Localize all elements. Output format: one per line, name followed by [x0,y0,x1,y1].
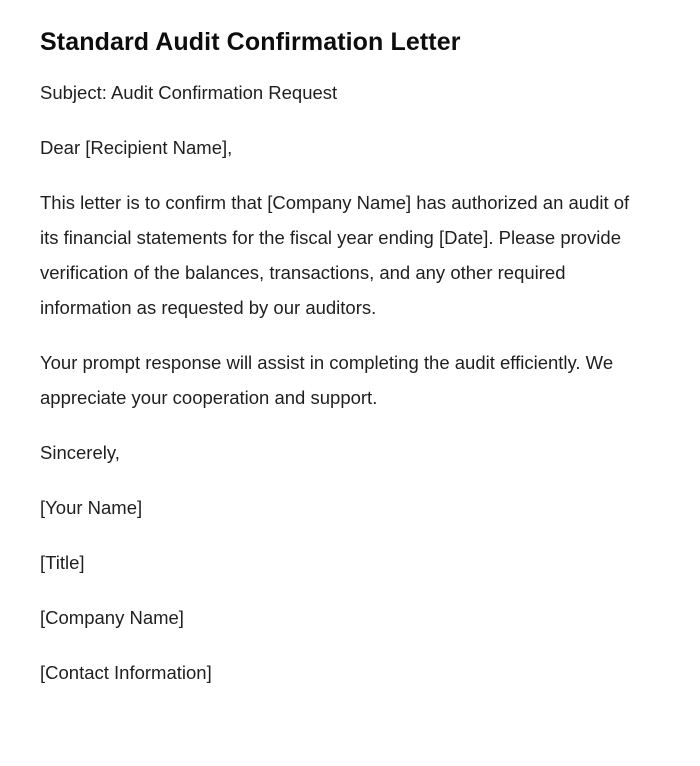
closing: Sincerely, [40,442,120,463]
signature-line: [Company Name] [40,607,184,628]
salutation: Dear [Recipient Name], [40,137,233,158]
signature-line: [Contact Information] [40,662,212,683]
signature-line: [Title] [40,552,85,573]
signature-line: [Your Name] [40,497,143,518]
body-paragraph: This letter is to confirm that [Company Name] has authorized an audit of its financial statements for the fiscal year ending [Date]. Please provide verification of the balances, transactions, and any other required information as requested by our auditors. [40,192,630,318]
body-paragraph: Your prompt response will assist in completing the audit efficiently. We appreciate your cooperation and support. [40,352,614,408]
page-title: Standard Audit Confirmation Letter [40,28,461,56]
subject-line: Subject: Audit Confirmation Request [40,82,338,103]
